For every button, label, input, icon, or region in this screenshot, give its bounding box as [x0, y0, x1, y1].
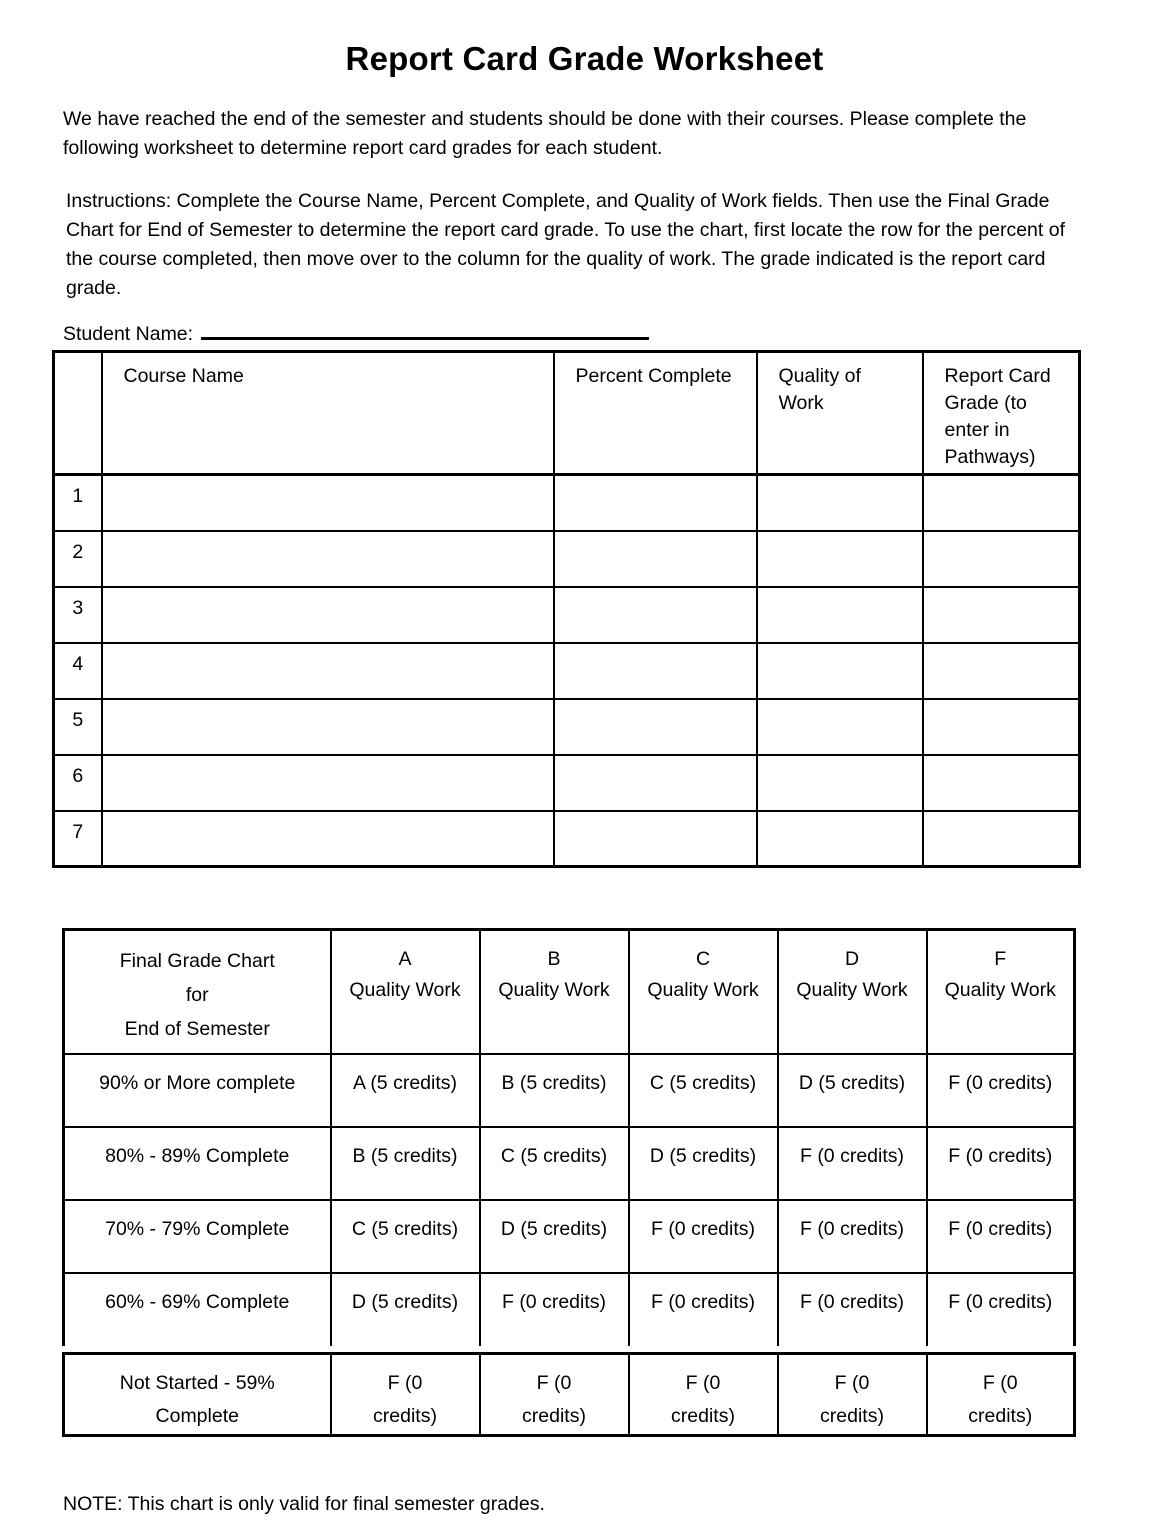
grade-cell: F (0 credits)	[629, 1273, 778, 1346]
instructions-paragraph: Instructions: Complete the Course Name, Percent Complete, and Quality of Work fields. Then use the Final Grade Chart for End of Semester to determine the report card grade. To use the chart, first locate the row for the percent of the course completed, then move over to the column for the quality of work. The grade indicated is the report card grade.	[66, 190, 1065, 299]
report-card-grade-cell[interactable]	[923, 587, 1080, 643]
grade-cell: D (5 credits)	[778, 1054, 927, 1127]
header-quality-b	[480, 930, 629, 1054]
report-card-grade-cell[interactable]	[923, 699, 1080, 755]
note-text: NOTE: This chart is only valid for final semester grades.	[63, 1492, 545, 1515]
worksheet-row-4	[54, 643, 1080, 699]
grade-cell: F (0 credits)	[331, 1353, 480, 1435]
quality-label: Quality Work	[944, 979, 1056, 1001]
grade-cell: B (5 credits)	[331, 1127, 480, 1200]
percent-range-label: Not Started - 59% Complete	[64, 1353, 331, 1435]
course-name-cell[interactable]	[102, 643, 554, 699]
header-quality-c	[629, 930, 778, 1054]
header-course-name: Course Name	[102, 352, 554, 475]
quality-of-work-cell[interactable]	[757, 699, 923, 755]
header-quality-of-work: Quality of Work	[757, 352, 923, 475]
percent-range-label: 90% or More complete	[64, 1054, 331, 1127]
grade-cell: B (5 credits)	[480, 1054, 629, 1127]
grade-chart-row-90	[64, 1054, 1075, 1127]
report-card-grade-cell[interactable]	[923, 811, 1080, 867]
report-card-grade-cell[interactable]	[923, 475, 1080, 531]
grade-cell: D (5 credits)	[331, 1273, 480, 1346]
report-card-grade-cell[interactable]	[923, 531, 1080, 587]
grade-cell: C (5 credits)	[629, 1054, 778, 1127]
quality-of-work-cell[interactable]	[757, 475, 923, 531]
student-name-blank-field[interactable]	[201, 319, 649, 340]
quality-label: Quality Work	[796, 979, 908, 1001]
grade-cell: A (5 credits)	[331, 1054, 480, 1127]
course-name-cell[interactable]	[102, 531, 554, 587]
report-card-grade-cell[interactable]	[923, 755, 1080, 811]
grade-cell: D (5 credits)	[629, 1127, 778, 1200]
grade-cell: F (0 credits)	[927, 1054, 1075, 1127]
quality-letter: B	[547, 948, 561, 970]
row-number: 2	[54, 531, 102, 587]
quality-letter: C	[695, 948, 711, 970]
percent-complete-cell[interactable]	[554, 643, 757, 699]
page-title: Report Card Grade Worksheet	[345, 40, 824, 77]
worksheet-row-3	[54, 587, 1080, 643]
quality-label: Quality Work	[498, 979, 610, 1001]
percent-range-label: 70% - 79% Complete	[64, 1200, 331, 1273]
corner-cell	[54, 352, 102, 475]
grade-cell: F (0 credits)	[927, 1353, 1075, 1435]
grade-cell: F (0 credits)	[927, 1200, 1075, 1273]
final-grade-chart-table	[62, 928, 1076, 1346]
worksheet-table	[52, 350, 1081, 868]
quality-label: Quality Work	[349, 979, 461, 1001]
quality-letter: A	[398, 948, 412, 970]
grade-cell: C (5 credits)	[331, 1200, 480, 1273]
course-name-cell[interactable]	[102, 699, 554, 755]
grade-cell: F (0 credits)	[778, 1200, 927, 1273]
grade-cell: F (0 credits)	[629, 1200, 778, 1273]
grade-chart-row-70	[64, 1200, 1075, 1273]
row-number: 1	[54, 475, 102, 531]
percent-range-label: 80% - 89% Complete	[64, 1127, 331, 1200]
row-number: 5	[54, 699, 102, 755]
worksheet-row-7	[54, 811, 1080, 867]
row-number: 4	[54, 643, 102, 699]
worksheet-row-6	[54, 755, 1080, 811]
header-quality-f	[927, 930, 1075, 1054]
row-number: 7	[54, 811, 102, 867]
percent-range-label: 60% - 69% Complete	[64, 1273, 331, 1346]
intro-paragraph: We have reached the end of the semester and students should be done with their courses. Please complete the following worksheet to determine report card grades for each student.	[63, 108, 1027, 159]
grade-chart-row-not-started	[64, 1353, 1075, 1435]
quality-of-work-cell[interactable]	[757, 643, 923, 699]
grade-cell: D (5 credits)	[480, 1200, 629, 1273]
final-grade-chart-last-row-table	[62, 1352, 1076, 1437]
grade-cell: C (5 credits)	[480, 1127, 629, 1200]
grade-cell: F (0 credits)	[927, 1273, 1075, 1346]
student-name-row	[63, 319, 1169, 345]
percent-complete-cell[interactable]	[554, 587, 757, 643]
quality-letter: F	[994, 948, 1007, 970]
percent-complete-cell[interactable]	[554, 755, 757, 811]
grade-chart-title-line: End of Semester	[124, 1018, 270, 1040]
grade-cell: F (0 credits)	[778, 1127, 927, 1200]
course-name-cell[interactable]	[102, 755, 554, 811]
quality-of-work-cell[interactable]	[757, 811, 923, 867]
row-number: 6	[54, 755, 102, 811]
grade-cell: F (0 credits)	[778, 1353, 927, 1435]
percent-complete-cell[interactable]	[554, 531, 757, 587]
quality-of-work-cell[interactable]	[757, 755, 923, 811]
grade-chart-row-60	[64, 1273, 1075, 1346]
course-name-cell[interactable]	[102, 475, 554, 531]
worksheet-row-2	[54, 531, 1080, 587]
quality-of-work-cell[interactable]	[757, 587, 923, 643]
quality-letter: D	[844, 948, 860, 970]
grade-chart-header-row	[64, 930, 1075, 1054]
grade-cell: F (0 credits)	[629, 1353, 778, 1435]
grade-cell: F (0 credits)	[480, 1273, 629, 1346]
student-name-label: Student Name:	[63, 323, 194, 345]
grade-chart-title-line: Final Grade Chart	[119, 950, 275, 972]
grade-cell: F (0 credits)	[480, 1353, 629, 1435]
grade-cell: F (0 credits)	[927, 1127, 1075, 1200]
grade-chart-title-line: for	[185, 984, 209, 1006]
grade-chart-row-80	[64, 1127, 1075, 1200]
course-name-cell[interactable]	[102, 587, 554, 643]
row-number: 3	[54, 587, 102, 643]
percent-complete-cell[interactable]	[554, 475, 757, 531]
report-card-grade-cell[interactable]	[923, 643, 1080, 699]
header-report-card-grade: Report Card Grade (to enter in Pathways)	[923, 352, 1080, 475]
grade-cell: F (0 credits)	[778, 1273, 927, 1346]
worksheet-row-5	[54, 699, 1080, 755]
header-quality-a	[331, 930, 480, 1054]
course-name-cell[interactable]	[102, 811, 554, 867]
percent-complete-cell[interactable]	[554, 811, 757, 867]
worksheet-header-row	[54, 352, 1080, 475]
percent-complete-cell[interactable]	[554, 699, 757, 755]
header-percent-complete: Percent Complete	[554, 352, 757, 475]
quality-of-work-cell[interactable]	[757, 531, 923, 587]
header-quality-d	[778, 930, 927, 1054]
quality-label: Quality Work	[647, 979, 759, 1001]
worksheet-row-1	[54, 475, 1080, 531]
grade-chart-title-cell	[64, 930, 331, 1054]
